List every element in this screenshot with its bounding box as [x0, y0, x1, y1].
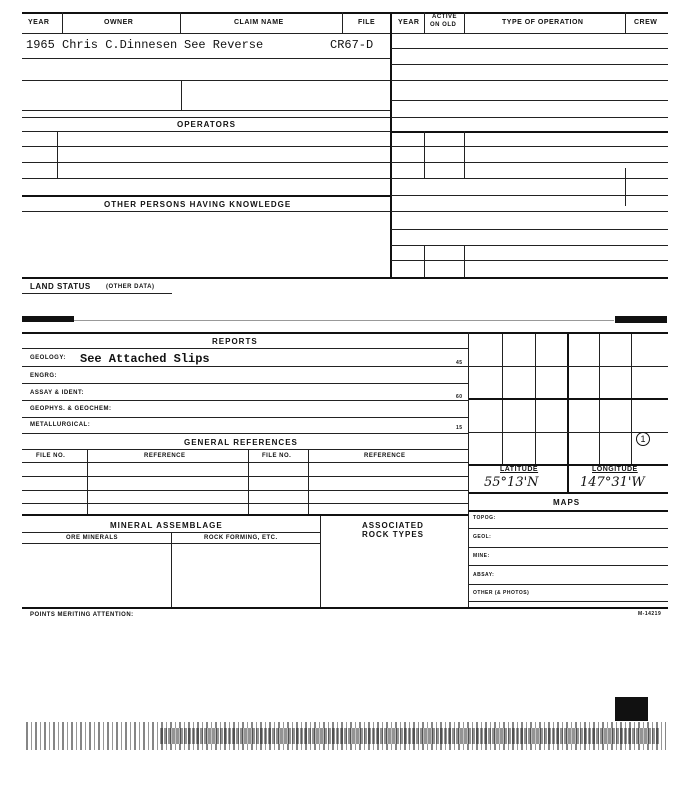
map-mine-label: MINE: — [473, 553, 490, 559]
engrg-label: ENGRG: — [30, 373, 57, 379]
general-references-title: GENERAL REFERENCES — [184, 438, 298, 447]
longitude-label: LONGITUDE — [592, 466, 638, 473]
points-meriting-attention-label: POINTS MERITING ATTENTION: — [30, 612, 134, 618]
metallurgical-label: METALLURGICAL: — [30, 422, 91, 428]
rock-forming-label: ROCK FORMING, ETC. — [204, 535, 278, 541]
associated-label: ASSOCIATED — [362, 521, 424, 530]
latitude-label: LATITUDE — [500, 466, 539, 473]
ore-minerals-label: ORE MINERALS — [66, 535, 119, 541]
row-year: 1965 — [26, 38, 55, 52]
header-active: ACTIVE — [432, 14, 458, 20]
header-type-of-operation: TYPE OF OPERATION — [502, 19, 584, 26]
metallurgical-margin: 15 — [456, 425, 463, 431]
land-status-sub: (OTHER DATA) — [106, 284, 155, 290]
ref-col-reference-2: REFERENCE — [364, 453, 406, 459]
rock-types-label: ROCK TYPES — [362, 530, 425, 539]
mineral-assemblage-title: MINERAL ASSEMBLAGE — [110, 521, 223, 530]
geophys-label: GEOPHYS. & GEOCHEM: — [30, 406, 112, 412]
reports-title: REPORTS — [212, 337, 258, 346]
geology-label: GEOLOGY: — [30, 355, 66, 361]
row-file: CR67-D — [330, 38, 374, 52]
map-geol-label: GEOL: — [473, 534, 492, 540]
header-file: FILE — [358, 19, 376, 26]
row-owner: Chris C.Dinnesen — [62, 38, 178, 52]
header-claim-name: CLAIM NAME — [234, 19, 284, 26]
geology-value: See Attached Slips — [80, 352, 210, 366]
ref-col-file-no-1: FILE NO. — [36, 453, 66, 459]
map-topog-label: TOPOG: — [473, 515, 496, 521]
header-on-old: ON OLD — [430, 22, 457, 28]
assay-margin: 60 — [456, 394, 463, 400]
geology-margin: 45 — [456, 360, 463, 366]
other-persons-label: OTHER PERSONS HAVING KNOWLEDGE — [104, 200, 292, 209]
map-other-label: OTHER (& PHOTOS) — [473, 590, 530, 596]
ref-col-reference-1: REFERENCE — [144, 453, 186, 459]
form-number: M-14219 — [638, 611, 662, 617]
ref-col-file-no-2: FILE NO. — [262, 453, 292, 459]
longitude-value: 147°31'W — [580, 475, 645, 490]
header-year: YEAR — [28, 19, 50, 26]
row-claim-name: See Reverse — [184, 38, 264, 52]
operators-label: OPERATORS — [177, 120, 236, 129]
maps-title: MAPS — [553, 498, 581, 507]
latitude-value: 55°13'N — [484, 475, 539, 490]
land-status-label: LAND STATUS — [30, 282, 91, 291]
assay-label: ASSAY & IDENT: — [30, 390, 85, 396]
header-crew: CREW — [634, 19, 658, 26]
header-year-right: YEAR — [398, 19, 420, 26]
circled-number: 1 — [636, 432, 650, 446]
map-absay-label: ABSAY: — [473, 572, 495, 578]
header-owner: OWNER — [104, 19, 134, 26]
